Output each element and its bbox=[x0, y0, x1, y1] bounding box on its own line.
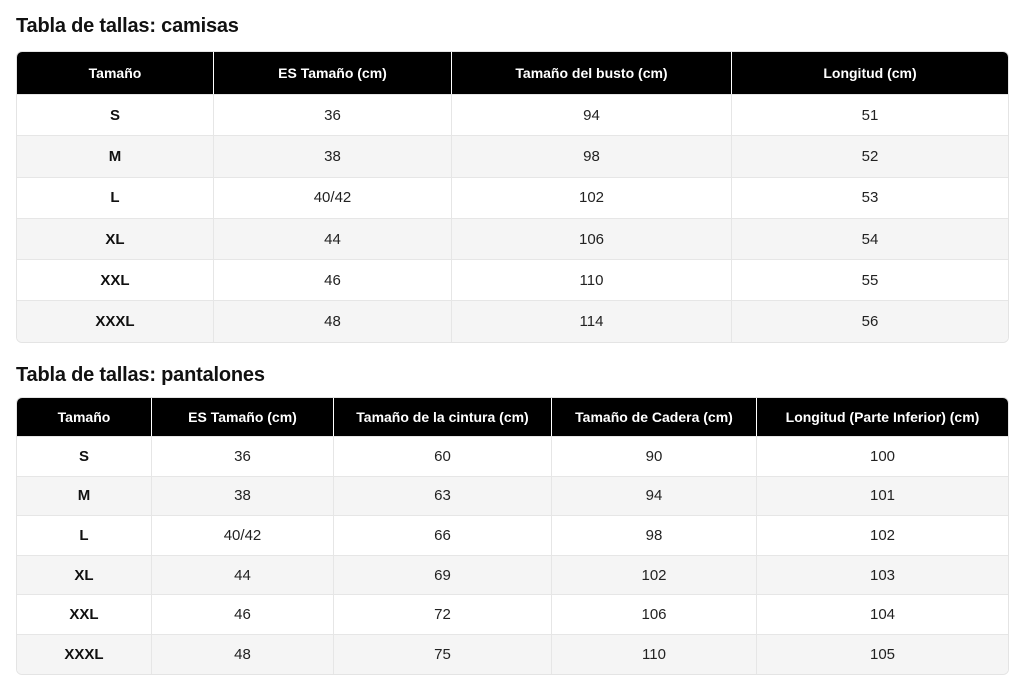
measurement-cell: 102 bbox=[552, 555, 757, 595]
pants-column-header: Tamaño bbox=[17, 398, 152, 436]
size-label-cell: S bbox=[17, 436, 152, 476]
measurement-cell: 52 bbox=[732, 135, 1008, 176]
measurement-cell: 63 bbox=[334, 476, 552, 516]
table-row bbox=[17, 300, 1008, 341]
measurement-cell: 102 bbox=[757, 515, 1008, 555]
measurement-cell: 69 bbox=[334, 555, 552, 595]
pants-column-header: ES Tamaño (cm) bbox=[152, 398, 334, 436]
size-label-cell: M bbox=[17, 135, 214, 176]
table-row bbox=[17, 555, 1008, 595]
measurement-cell: 75 bbox=[334, 634, 552, 674]
shirts-header-row bbox=[17, 52, 1008, 94]
measurement-cell: 53 bbox=[732, 177, 1008, 218]
pants-column-header: Tamaño de la cintura (cm) bbox=[334, 398, 552, 436]
shirts-column-header: Tamaño del busto (cm) bbox=[452, 52, 732, 94]
measurement-cell: 44 bbox=[152, 555, 334, 595]
measurement-cell: 72 bbox=[334, 594, 552, 634]
shirts-column-header: Tamaño bbox=[17, 52, 214, 94]
size-label-cell: XXL bbox=[17, 594, 152, 634]
table-row bbox=[17, 135, 1008, 176]
measurement-cell: 100 bbox=[757, 436, 1008, 476]
measurement-cell: 40/42 bbox=[152, 515, 334, 555]
measurement-cell: 105 bbox=[757, 634, 1008, 674]
size-label-cell: S bbox=[17, 94, 214, 135]
measurement-cell: 55 bbox=[732, 259, 1008, 300]
measurement-cell: 60 bbox=[334, 436, 552, 476]
measurement-cell: 106 bbox=[452, 218, 732, 259]
shirts-table-body bbox=[17, 94, 1008, 342]
size-label-cell: XL bbox=[17, 555, 152, 595]
table-row bbox=[17, 594, 1008, 634]
measurement-cell: 46 bbox=[214, 259, 452, 300]
measurement-cell: 94 bbox=[452, 94, 732, 135]
table-row bbox=[17, 436, 1008, 476]
measurement-cell: 66 bbox=[334, 515, 552, 555]
measurement-cell: 54 bbox=[732, 218, 1008, 259]
measurement-cell: 110 bbox=[552, 634, 757, 674]
measurement-cell: 106 bbox=[552, 594, 757, 634]
shirts-column-header: Longitud (cm) bbox=[732, 52, 1008, 94]
table-row bbox=[17, 634, 1008, 674]
measurement-cell: 98 bbox=[552, 515, 757, 555]
size-label-cell: XL bbox=[17, 218, 214, 259]
pants-size-chart-title: Tabla de tallas: pantalones bbox=[16, 364, 265, 386]
measurement-cell: 90 bbox=[552, 436, 757, 476]
measurement-cell: 48 bbox=[214, 300, 452, 341]
measurement-cell: 38 bbox=[214, 135, 452, 176]
shirts-size-chart-title: Tabla de tallas: camisas bbox=[16, 15, 239, 37]
size-label-cell: M bbox=[17, 476, 152, 516]
measurement-cell: 46 bbox=[152, 594, 334, 634]
measurement-cell: 104 bbox=[757, 594, 1008, 634]
measurement-cell: 38 bbox=[152, 476, 334, 516]
table-row bbox=[17, 177, 1008, 218]
size-label-cell: L bbox=[17, 177, 214, 218]
pants-column-header: Tamaño de Cadera (cm) bbox=[552, 398, 757, 436]
measurement-cell: 98 bbox=[452, 135, 732, 176]
measurement-cell: 103 bbox=[757, 555, 1008, 595]
size-label-cell: XXL bbox=[17, 259, 214, 300]
measurement-cell: 101 bbox=[757, 476, 1008, 516]
measurement-cell: 48 bbox=[152, 634, 334, 674]
measurement-cell: 36 bbox=[214, 94, 452, 135]
table-row bbox=[17, 476, 1008, 516]
pants-header-row bbox=[17, 398, 1008, 436]
measurement-cell: 94 bbox=[552, 476, 757, 516]
measurement-cell: 44 bbox=[214, 218, 452, 259]
measurement-cell: 102 bbox=[452, 177, 732, 218]
shirts-size-table bbox=[16, 51, 1009, 343]
measurement-cell: 51 bbox=[732, 94, 1008, 135]
table-row bbox=[17, 259, 1008, 300]
measurement-cell: 110 bbox=[452, 259, 732, 300]
shirts-column-header: ES Tamaño (cm) bbox=[214, 52, 452, 94]
size-label-cell: XXXL bbox=[17, 634, 152, 674]
size-label-cell: XXXL bbox=[17, 300, 214, 341]
table-row bbox=[17, 94, 1008, 135]
table-row bbox=[17, 515, 1008, 555]
measurement-cell: 40/42 bbox=[214, 177, 452, 218]
size-label-cell: L bbox=[17, 515, 152, 555]
measurement-cell: 114 bbox=[452, 300, 732, 341]
table-row bbox=[17, 218, 1008, 259]
measurement-cell: 56 bbox=[732, 300, 1008, 341]
pants-size-table bbox=[16, 397, 1009, 675]
measurement-cell: 36 bbox=[152, 436, 334, 476]
pants-table-body bbox=[17, 436, 1008, 674]
pants-column-header: Longitud (Parte Inferior) (cm) bbox=[757, 398, 1008, 436]
